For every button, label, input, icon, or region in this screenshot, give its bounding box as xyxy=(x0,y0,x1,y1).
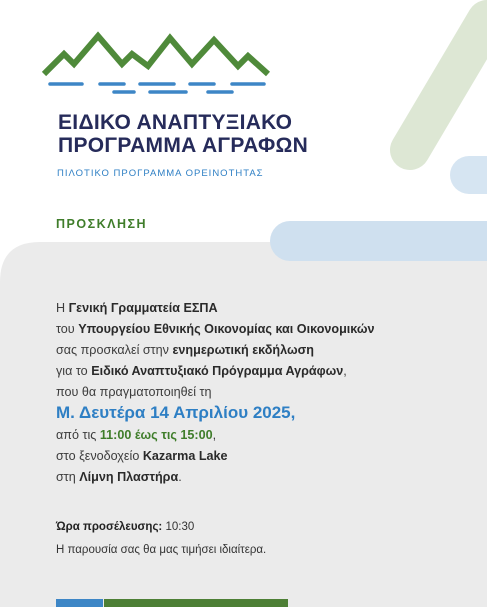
water-lines-icon xyxy=(50,84,264,92)
event-type: ενημερωτική εκδήλωση xyxy=(172,343,314,357)
green-diagonal-stroke xyxy=(410,20,487,150)
program-logo xyxy=(40,26,290,101)
event-time: 11:00 έως τις 15:00 xyxy=(99,428,213,442)
program-name: Ειδικό Αναπτυξιακό Πρόγραμμα Αγράφων xyxy=(91,364,344,378)
location-name: Λίμνη Πλαστήρα xyxy=(79,470,179,484)
mountain-icon xyxy=(44,36,268,74)
body-line-9 xyxy=(56,467,466,488)
arrival-value: 10:30 xyxy=(162,521,195,533)
blue-pill-bottom xyxy=(270,221,487,261)
organizer-name: Γενική Γραμματεία ΕΣΠΑ xyxy=(68,301,218,315)
text: Η xyxy=(56,301,69,315)
text: στο ξενοδοχείο xyxy=(56,449,143,463)
program-title-line1: ΕΙΔΙΚΟ ΑΝΑΠΤΥΞΙΑΚΟ xyxy=(58,111,293,134)
ministry-name: Υπουργείου Εθνικής Οικονομίας και Οικονομικών xyxy=(78,322,375,336)
arrival-label: Ώρα προσέλευσης: xyxy=(56,521,163,533)
footer-bar-blue xyxy=(56,599,103,607)
text: στη xyxy=(56,470,80,484)
footer-bar-green xyxy=(104,599,288,607)
invitation-body xyxy=(56,298,466,488)
body-line-3 xyxy=(56,340,466,361)
body-line-4 xyxy=(56,361,466,382)
program-title-line2: ΠΡΟΓΡΑΜΜΑ ΑΓΡΑΦΩΝ xyxy=(58,134,309,157)
closing-text: Η παρουσία σας θα μας τιμήσει ιδιαίτερα. xyxy=(56,544,267,556)
text: , xyxy=(343,364,347,378)
text: σας προσκαλεί στην xyxy=(56,343,173,357)
body-line-5: που θα πραγματοποιηθεί τη xyxy=(56,385,212,399)
event-date-text: Μ. Δευτέρα 14 Απριλίου 2025, xyxy=(56,403,296,422)
body-line-1 xyxy=(56,298,466,319)
body-line-7 xyxy=(56,425,466,446)
arrival-time xyxy=(56,521,194,533)
program-subtitle: ΠΙΛΟΤΙΚΟ ΠΡΟΓΡΑΜΜΑ ΟΡΕΙΝΟΤΗΤΑΣ xyxy=(57,168,264,179)
event-date xyxy=(56,403,466,425)
text: για το xyxy=(56,364,92,378)
invitation-label: ΠΡΟΣΚΛΗΣΗ xyxy=(56,217,148,231)
blue-pill-top xyxy=(450,156,487,194)
text: του xyxy=(56,322,79,336)
text: . xyxy=(178,470,182,484)
body-line-8 xyxy=(56,446,466,467)
text: , xyxy=(212,428,217,442)
text: από τις xyxy=(56,428,100,442)
body-line-2 xyxy=(56,319,466,340)
venue-name: Kazarma Lake xyxy=(142,449,228,463)
